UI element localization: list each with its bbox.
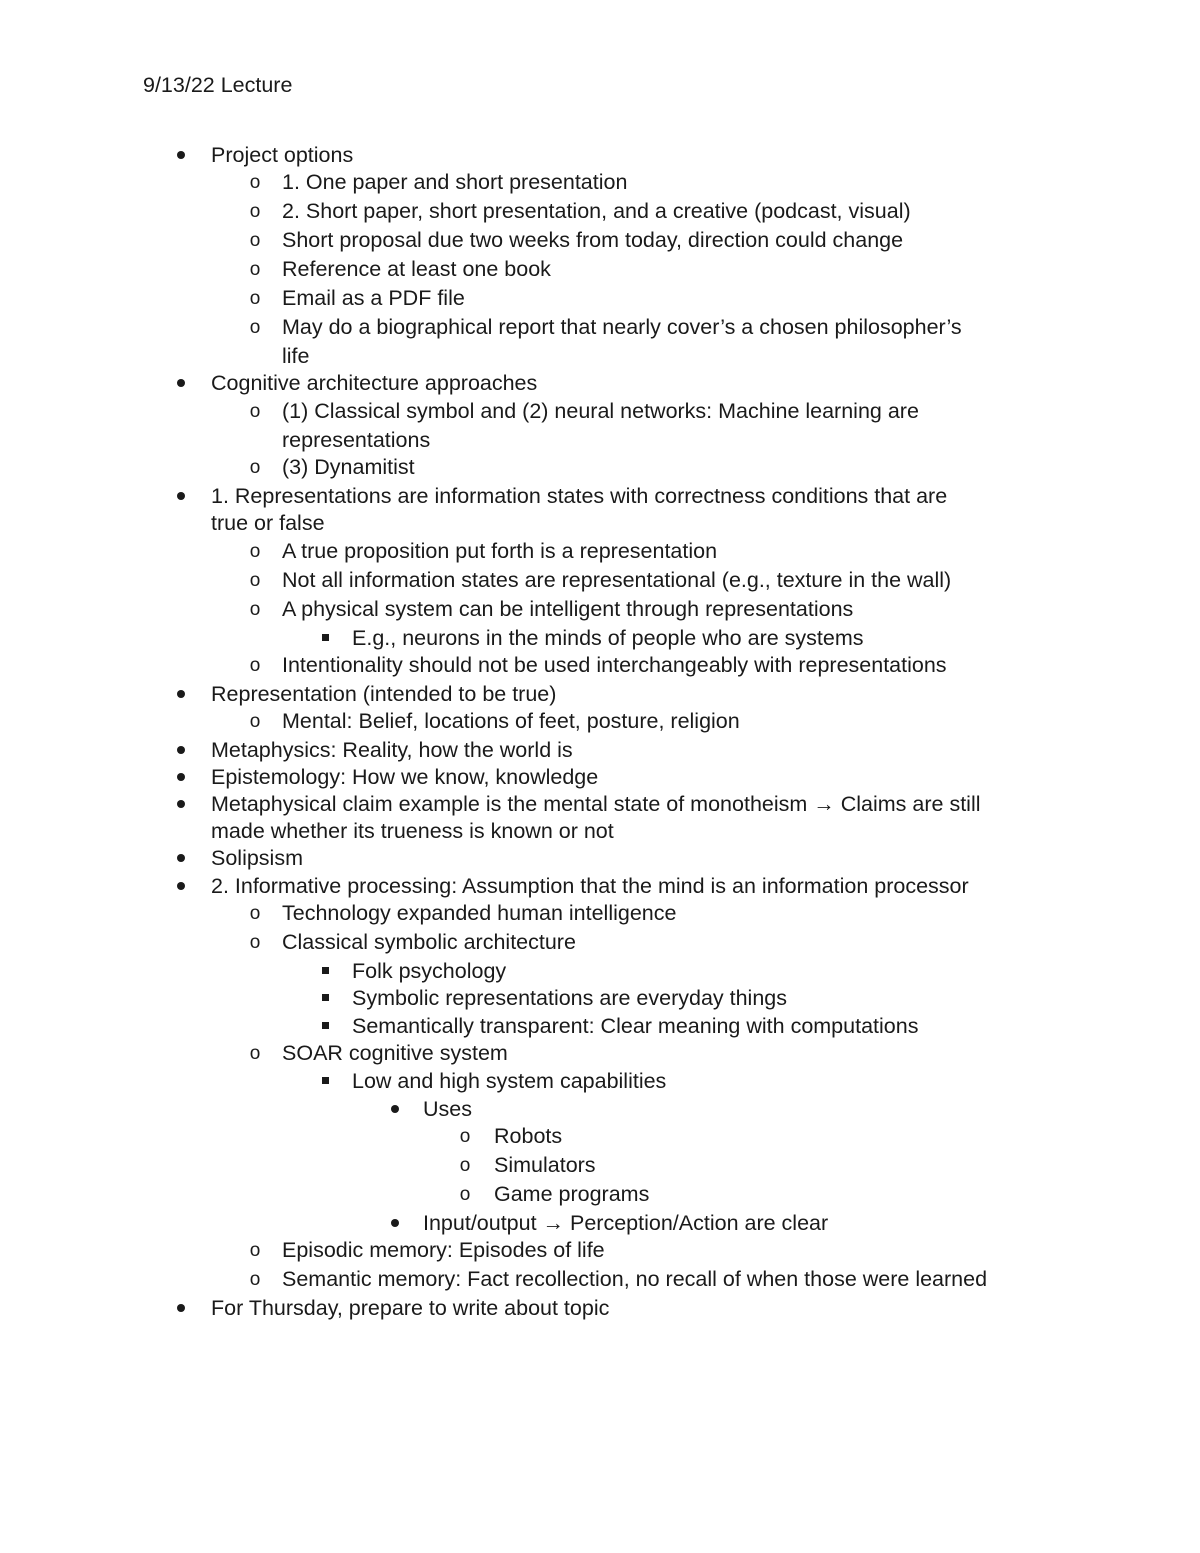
bullet-circle-icon: o <box>249 711 261 732</box>
list-item-text: representations <box>282 428 431 452</box>
bullet-circle-icon: o <box>249 288 261 309</box>
list-item-text: Semantically transparent: Clear meaning with computations <box>352 1014 919 1038</box>
bullet-circle-icon: o <box>249 201 261 222</box>
list-item-text: (1) Classical symbol and (2) neural networks: Machine learning are <box>282 399 919 423</box>
bullet-circle-icon: o <box>249 570 261 591</box>
bullet-disc-icon <box>171 483 191 511</box>
list-item-text: Reference at least one book <box>282 257 551 281</box>
bullet-disc-icon <box>171 845 191 873</box>
bullet-disc-icon <box>171 737 191 765</box>
bullet-circle-icon: o <box>249 599 261 620</box>
bullet-circle-icon: o <box>249 655 261 676</box>
bullet-circle-icon: o <box>249 230 261 251</box>
bullet-square-icon <box>315 625 335 653</box>
bullet-circle-icon: o <box>249 317 261 338</box>
bullet-circle-icon: o <box>249 401 261 422</box>
bullet-circle-icon: o <box>249 1043 261 1064</box>
bullet-square-icon <box>315 985 335 1013</box>
list-item-text: Mental: Belief, locations of feet, posture, religion <box>282 709 740 733</box>
bullet-circle-icon: o <box>459 1155 471 1176</box>
list-item-text: May do a biographical report that nearly cover’s a chosen philosopher’s <box>282 315 962 339</box>
bullet-circle-icon: o <box>249 1240 261 1261</box>
list-item-text: Email as a PDF file <box>282 286 465 310</box>
bullet-disc-icon <box>171 142 191 170</box>
bullet-circle-icon: o <box>459 1184 471 1205</box>
list-item-text: Project options <box>211 143 354 167</box>
list-item-text: 2. Informative processing: Assumption that the mind is an information processor <box>211 874 969 898</box>
list-item-text: (3) Dynamitist <box>282 455 415 479</box>
list-item-text: Solipsism <box>211 846 303 870</box>
bullet-circle-icon: o <box>459 1126 471 1147</box>
bullet-disc-icon <box>385 1096 405 1124</box>
list-item-text: true or false <box>211 511 325 535</box>
bullet-disc-icon <box>171 370 191 398</box>
bullet-disc-icon <box>171 791 191 819</box>
list-item-text: Symbolic representations are everyday things <box>352 986 787 1010</box>
list-item-text: Folk psychology <box>352 959 507 983</box>
list-item-text: Epistemology: How we know, knowledge <box>211 765 599 789</box>
list-item-text: For Thursday, prepare to write about topic <box>211 1296 610 1320</box>
list-item-text: E.g., neurons in the minds of people who are systems <box>352 626 864 650</box>
list-item-text: Representation (intended to be true) <box>211 682 557 706</box>
bullet-circle-icon: o <box>249 259 261 280</box>
list-item-text: Short proposal due two weeks from today, direction could change <box>282 228 904 252</box>
list-item-text: A physical system can be intelligent through representations <box>282 597 854 621</box>
list-item-text: Cognitive architecture approaches <box>211 371 538 395</box>
list-item-text: SOAR cognitive system <box>282 1041 508 1065</box>
bullet-circle-icon: o <box>249 457 261 478</box>
list-item-text: Classical symbolic architecture <box>282 930 576 954</box>
bullet-square-icon <box>315 1013 335 1041</box>
bullet-circle-icon: o <box>249 172 261 193</box>
list-item-text: 1. One paper and short presentation <box>282 170 628 194</box>
bullet-disc-icon <box>171 681 191 709</box>
list-item-text: Not all information states are representational (e.g., texture in the wall) <box>282 568 952 592</box>
list-item-text: Robots <box>494 1124 563 1148</box>
list-item-text: Metaphysical claim example is the mental state of monotheism → Claims are still <box>211 792 981 816</box>
bullet-disc-icon <box>385 1210 405 1238</box>
bullet-circle-icon: o <box>249 932 261 953</box>
list-item-text: Low and high system capabilities <box>352 1069 667 1093</box>
list-item-text: 2. Short paper, short presentation, and a creative (podcast, visual) <box>282 199 911 223</box>
bullet-disc-icon <box>171 873 191 901</box>
bullet-square-icon <box>315 958 335 986</box>
list-item-text: Metaphysics: Reality, how the world is <box>211 738 573 762</box>
list-item-text: Uses <box>423 1097 472 1121</box>
bullet-circle-icon: o <box>249 1269 261 1290</box>
list-item-text: Intentionality should not be used interchangeably with representations <box>282 653 947 677</box>
list-item-text: Semantic memory: Fact recollection, no recall of when those were learned <box>282 1267 988 1291</box>
list-item-text: Input/output → Perception/Action are clear <box>423 1211 829 1235</box>
list-item-text: Episodic memory: Episodes of life <box>282 1238 605 1262</box>
bullet-square-icon <box>315 1068 335 1096</box>
list-item-text: Technology expanded human intelligence <box>282 901 677 925</box>
list-item-text: Game programs <box>494 1182 650 1206</box>
list-item-text: 1. Representations are information states with correctness conditions that are <box>211 484 948 508</box>
page-title: 9/13/22 Lecture <box>143 73 293 97</box>
list-item-text: life <box>282 344 310 368</box>
list-item-text: A true proposition put forth is a representation <box>282 539 718 563</box>
bullet-disc-icon <box>171 1295 191 1323</box>
bullet-circle-icon: o <box>249 903 261 924</box>
list-item-text: made whether its trueness is known or not <box>211 819 614 843</box>
bullet-disc-icon <box>171 764 191 792</box>
list-item-text: Simulators <box>494 1153 596 1177</box>
bullet-circle-icon: o <box>249 541 261 562</box>
